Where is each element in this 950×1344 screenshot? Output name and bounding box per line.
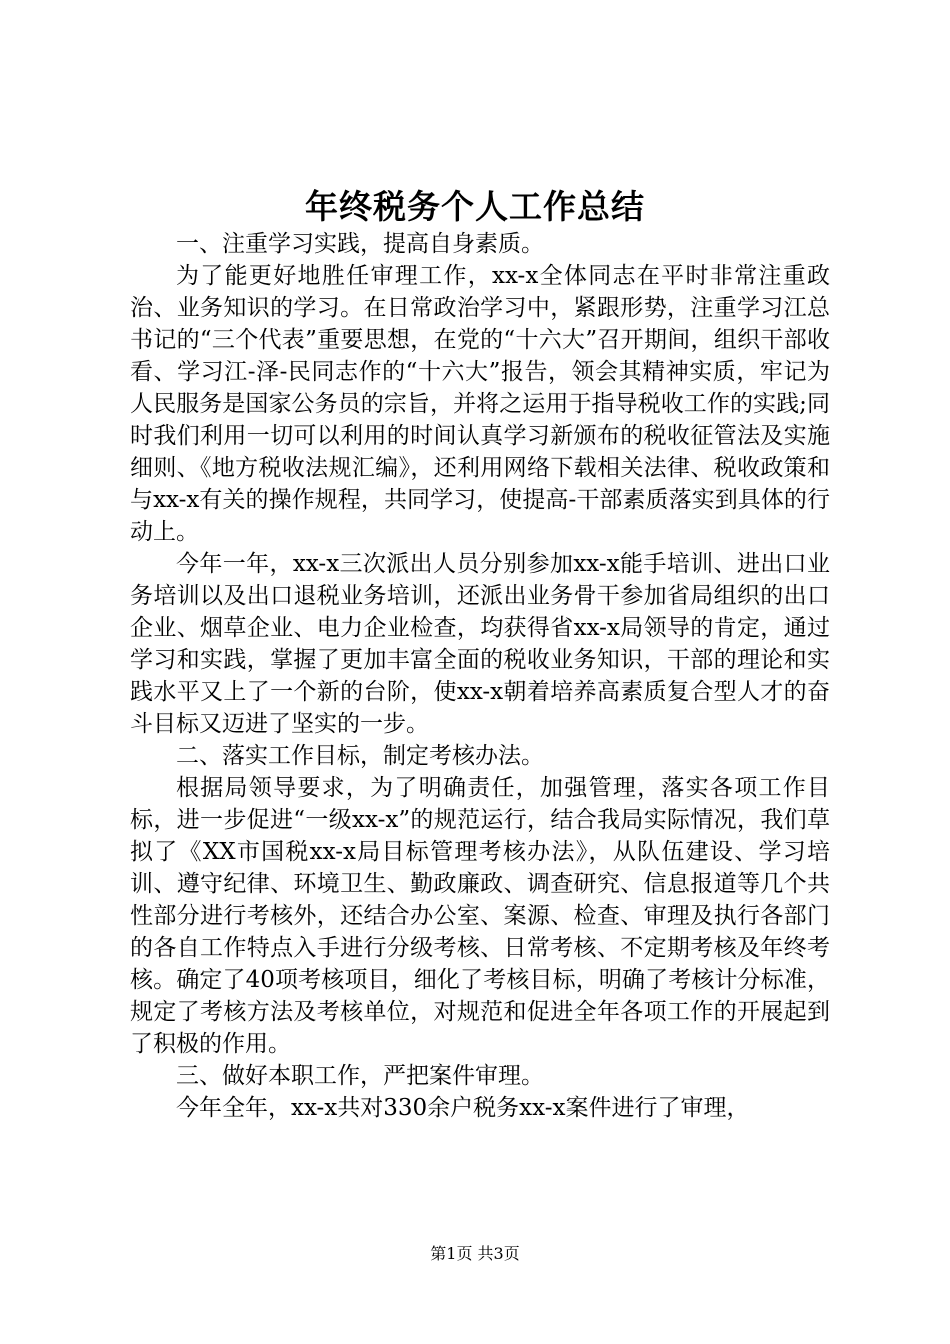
paragraph-training: 今年一年，xx-x三次派出人员分别参加xx-x能手培训、进出口业务培训以及出口退税业务培训，还派出业务骨干参加省局组织的出口企业、烟草企业、电力企业检查，均获得省xx-x局领导的肯定，通过学习和实践，掌握了更加丰富全面的税收业务知识，干部的理论和实践水平又上了一个新的台阶，使xx-x朝着培养高素质复合型人才的奋斗目标又迈进了坚实的一步。 bbox=[130, 551, 830, 737]
page-number: 第1页 共3页 bbox=[430, 1244, 520, 1263]
section-heading-1: 一、注重学习实践，提高自身素质。 bbox=[176, 231, 544, 257]
document-title: 年终税务个人工作总结 bbox=[305, 187, 645, 226]
paragraph-assessment: 根据局领导要求，为了明确责任，加强管理，落实各项工作目标，进一步促进“一级xx-x”的规范运行，结合我局实际情况，我们草拟了《XX市国税xx-x局目标管理考核办法》，从队伍建设、学习培训、遵守纪律、环境卫生、勤政廉政、调查研究、信息报道等几个共性部分进行考核外，还结合办公室、案源、检查、审理及执行各部门的各自工作特点入手进行分级考核、日常考核、不定期考核及年终考核。确定了40项考核项目，细化了考核目标，明确了考核计分标准，规定了考核方法及考核单位，对规范和促进全年各项工作的开展起到了积极的作用。 bbox=[130, 775, 830, 1057]
document-body bbox=[130, 228, 830, 1124]
section-heading-2: 二、落实工作目标，制定考核办法。 bbox=[176, 743, 544, 769]
paragraph-study: 为了能更好地胜任审理工作，xx-x全体同志在平时非常注重政治、业务知识的学习。在日常政治学习中，紧跟形势，注重学习江总书记的“三个代表”重要思想，在党的“十六大”召开期间，组织干部收看、学习江-泽-民同志作的“十六大”报告，领会其精神实质，牢记为人民服务是国家公务员的宗旨，并将之运用于指导税收工作的实践;同时我们利用一切可以利用的时间认真学习新颁布的税收征管法及实施细则、《地方税收法规汇编》，还利用网络下载相关法律、税收政策和与xx-x有关的操作规程，共同学习，使提高-干部素质落实到具体的行动上。 bbox=[130, 263, 830, 545]
paragraph-cases: 今年全年，xx-x共对330余户税务xx-x案件进行了审理， bbox=[176, 1095, 750, 1121]
section-heading-3: 三、做好本职工作，严把案件审理。 bbox=[176, 1063, 544, 1089]
